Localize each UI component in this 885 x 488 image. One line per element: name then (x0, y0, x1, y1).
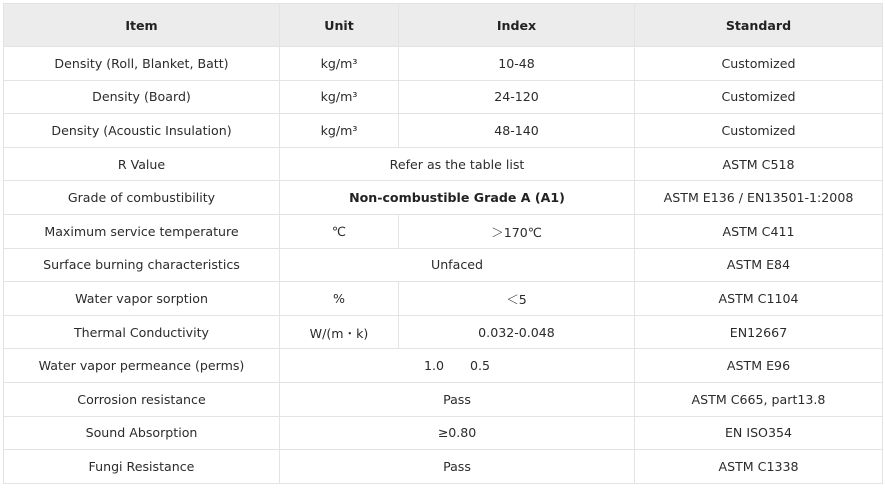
table-row (4, 80, 883, 114)
standard-cell: ASTM C411 (635, 214, 883, 248)
table-row (4, 248, 883, 282)
table-row (4, 147, 883, 181)
index-cell: ＜5 (399, 282, 635, 316)
item-cell: Density (Roll, Blanket, Batt) (4, 47, 280, 81)
table-row (4, 450, 883, 484)
header-standard: Standard (635, 4, 883, 47)
item-cell: Surface burning characteristics (4, 248, 280, 282)
table-row (4, 114, 883, 148)
item-cell: R Value (4, 147, 280, 181)
standard-cell: ASTM C518 (635, 147, 883, 181)
standard-cell: Customized (635, 80, 883, 114)
standard-cell: EN12667 (635, 315, 883, 349)
unit-cell: % (280, 282, 399, 316)
standard-cell: ASTM E84 (635, 248, 883, 282)
permeance-value-a: 1.0 (423, 358, 444, 374)
unit-cell: ℃ (280, 214, 399, 248)
standard-cell: Customized (635, 47, 883, 81)
standard-cell: ASTM C1338 (635, 450, 883, 484)
standard-cell: ASTM C1104 (635, 282, 883, 316)
table-row (4, 315, 883, 349)
merged-index-cell: Non-combustible Grade A (A1) (280, 181, 635, 215)
item-cell: Fungi Resistance (4, 450, 280, 484)
index-cell: 24-120 (399, 80, 635, 114)
merged-index-cell: Pass (280, 450, 635, 484)
standard-cell: Customized (635, 114, 883, 148)
merged-index-cell: Refer as the table list (280, 147, 635, 181)
table-row (4, 349, 883, 383)
header-unit: Unit (280, 4, 399, 47)
standard-cell: ASTM E96 (635, 349, 883, 383)
table-row (4, 181, 883, 215)
merged-index-cell: Unfaced (280, 248, 635, 282)
standard-cell: ASTM C665, part13.8 (635, 382, 883, 416)
item-cell: Density (Acoustic Insulation) (4, 114, 280, 148)
unit-cell: kg/m³ (280, 80, 399, 114)
merged-index-cell: Pass (280, 382, 635, 416)
table-row (4, 282, 883, 316)
merged-index-cell (280, 349, 635, 383)
table-row (4, 47, 883, 81)
table-row (4, 382, 883, 416)
item-cell: Water vapor permeance (perms) (4, 349, 280, 383)
item-cell: Water vapor sorption (4, 282, 280, 316)
specification-table (3, 3, 883, 484)
merged-index-cell: ≥0.80 (280, 416, 635, 450)
table-row (4, 214, 883, 248)
item-cell: Corrosion resistance (4, 382, 280, 416)
table-row (4, 416, 883, 450)
item-cell: Thermal Conductivity (4, 315, 280, 349)
index-cell: 0.032-0.048 (399, 315, 635, 349)
permeance-value-b: 0.5 (470, 358, 491, 374)
unit-cell: kg/m³ (280, 114, 399, 148)
header-row (4, 4, 883, 47)
unit-cell: kg/m³ (280, 47, 399, 81)
item-cell: Sound Absorption (4, 416, 280, 450)
item-cell: Grade of combustibility (4, 181, 280, 215)
index-cell: 10-48 (399, 47, 635, 81)
item-cell: Density (Board) (4, 80, 280, 114)
index-cell: 48-140 (399, 114, 635, 148)
header-index: Index (399, 4, 635, 47)
item-cell: Maximum service temperature (4, 214, 280, 248)
header-item: Item (4, 4, 280, 47)
standard-cell: EN ISO354 (635, 416, 883, 450)
unit-cell: W/(m・k) (280, 315, 399, 349)
standard-cell: ASTM E136 / EN13501-1:2008 (635, 181, 883, 215)
index-cell: ＞170℃ (399, 214, 635, 248)
